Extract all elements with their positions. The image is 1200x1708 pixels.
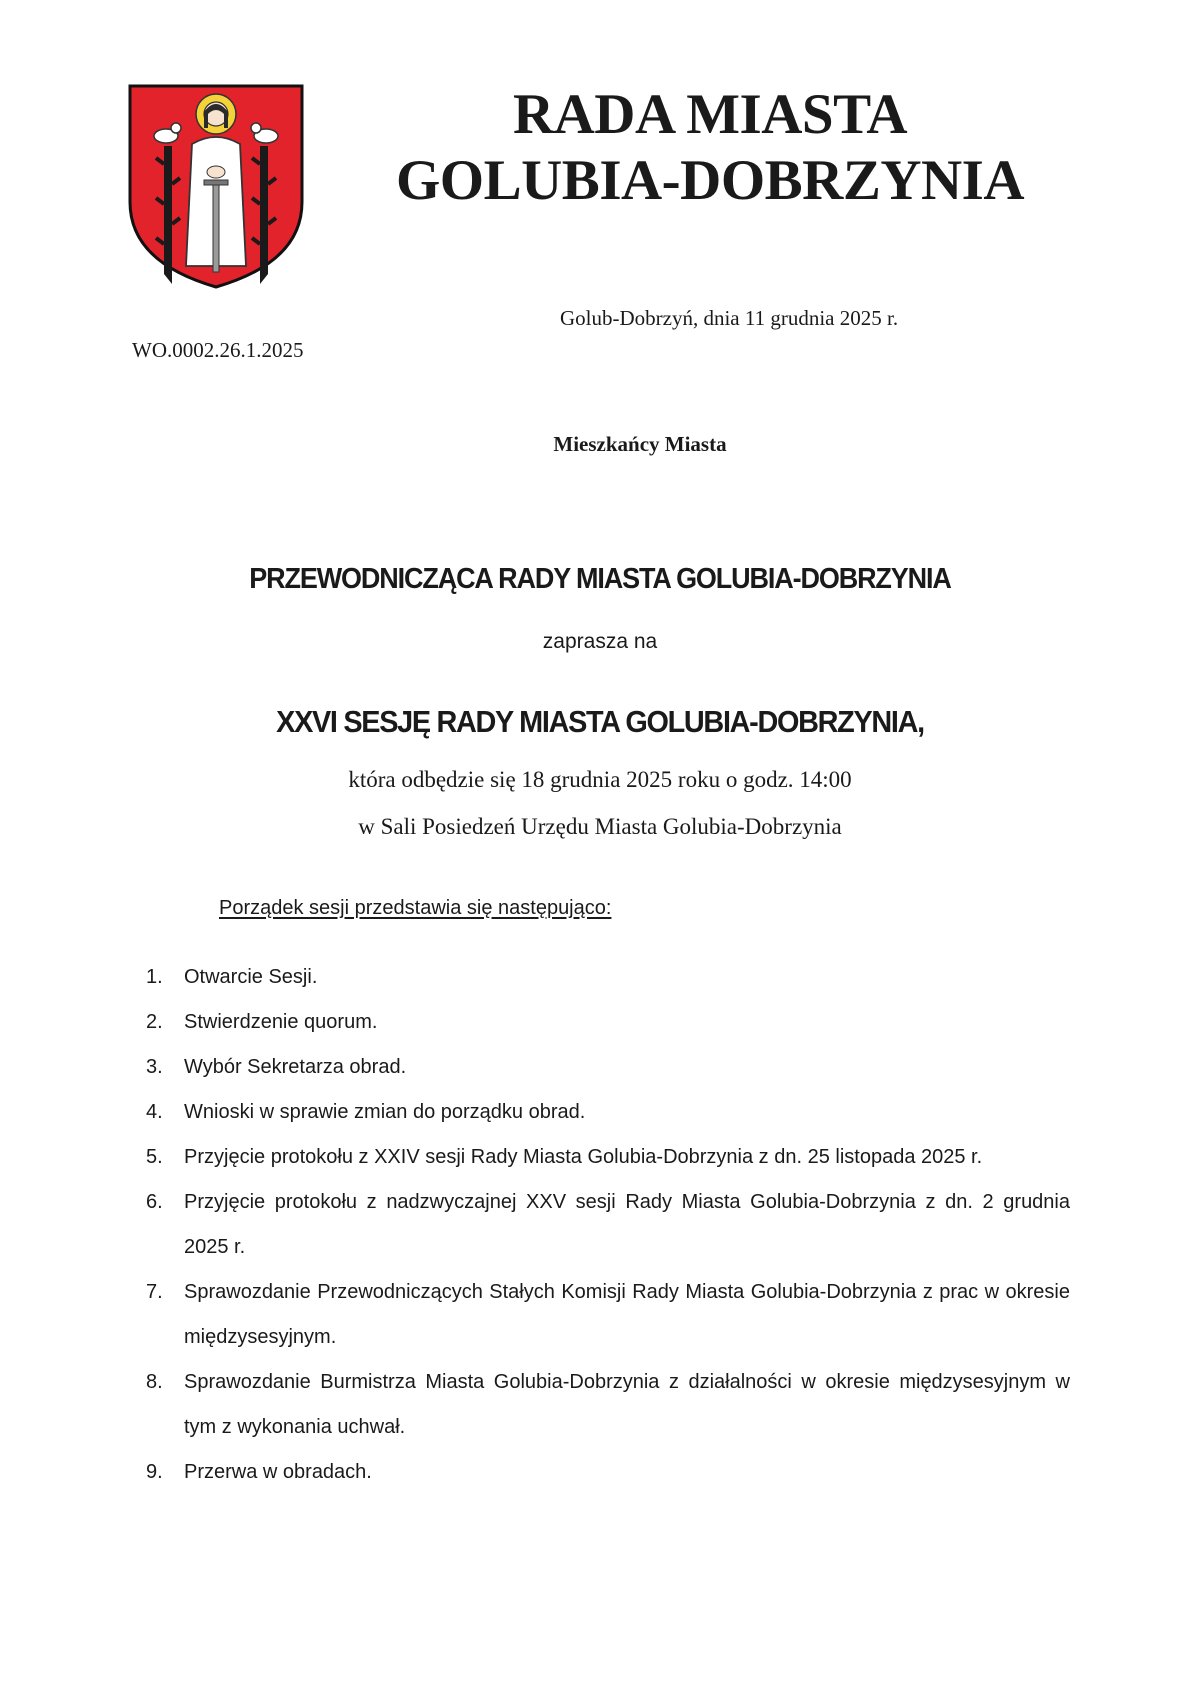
invites-text: zaprasza na (542, 630, 658, 653)
agenda-item-text: Otwarcie Sesji. (184, 966, 318, 988)
chair-title: PRZEWODNICZĄCA RADY MIASTA GOLUBIA-DOBRZYNIA (249, 563, 951, 595)
agenda-item (140, 1180, 1070, 1270)
coat-of-arms-icon (128, 84, 304, 289)
agenda-item (140, 1270, 1070, 1360)
agenda-item-text: Przyjęcie protokołu z nadzwyczajnej XXV sesji Rady Miasta Golubia-Dobrzynia z dn. 2 grudnia 2025 r. (184, 1191, 1070, 1258)
agenda-item (140, 1045, 1070, 1090)
agenda-item-text: Przyjęcie protokołu z XXIV sesji Rady Miasta Golubia-Dobrzynia z dn. 25 listopada 2025 r. (184, 1146, 983, 1168)
place-date: Golub-Dobrzyń, dnia 11 grudnia 2025 r. (560, 306, 899, 330)
recipient: Mieszkańcy Miasta (553, 432, 727, 456)
agenda-item-text: Sprawozdanie Przewodniczących Stałych Komisji Rady Miasta Golubia-Dobrzynia z prac w okresie międzysesyjnym. (184, 1281, 1070, 1348)
session-title: XXVI SESJĘ RADY MIASTA GOLUBIA-DOBRZYNIA, (276, 704, 924, 739)
agenda-item-number: 2. (146, 1011, 163, 1033)
agenda-item-number: 8. (146, 1371, 163, 1393)
session-location: w Sali Posiedzeń Urzędu Miasta Golubia-Dobrzynia (358, 814, 842, 839)
agenda-item-text: Przerwa w obradach. (184, 1461, 372, 1483)
agenda-item-number: 4. (146, 1101, 163, 1123)
agenda-item (140, 1000, 1070, 1045)
agenda-item-number: 3. (146, 1056, 163, 1078)
agenda-item-number: 1. (146, 966, 163, 988)
agenda-item (140, 1135, 1070, 1180)
agenda-list (140, 955, 1070, 1495)
agenda-item-text: Sprawozdanie Burmistrza Miasta Golubia-Dobrzynia z działalności w okresie międzysesyjnym w tym z wykonania uchwał. (184, 1371, 1070, 1438)
council-title-line2: GOLUBIA-DOBRZYNIA (395, 149, 1025, 212)
agenda-item (140, 955, 1070, 1000)
agenda-item-text: Wnioski w sprawie zmian do porządku obrad. (184, 1101, 586, 1123)
agenda-item-number: 5. (146, 1146, 163, 1168)
agenda-item (140, 1090, 1070, 1135)
council-title (330, 82, 1090, 214)
agenda-item (140, 1360, 1070, 1450)
reference-number: WO.0002.26.1.2025 (132, 338, 304, 362)
agenda-item-number: 6. (146, 1191, 163, 1213)
agenda-heading: Porządek sesji przedstawia się następująco: (219, 897, 612, 919)
session-date-time: która odbędzie się 18 grudnia 2025 roku o godz. 14:00 (348, 767, 852, 792)
agenda-item-number: 7. (146, 1281, 163, 1303)
agenda-item-text: Wybór Sekretarza obrad. (184, 1056, 407, 1078)
agenda-item-number: 9. (146, 1461, 163, 1483)
council-title-line1: RADA MIASTA (512, 83, 908, 146)
agenda-item (140, 1450, 1070, 1495)
agenda-item-text: Stwierdzenie quorum. (184, 1011, 378, 1033)
